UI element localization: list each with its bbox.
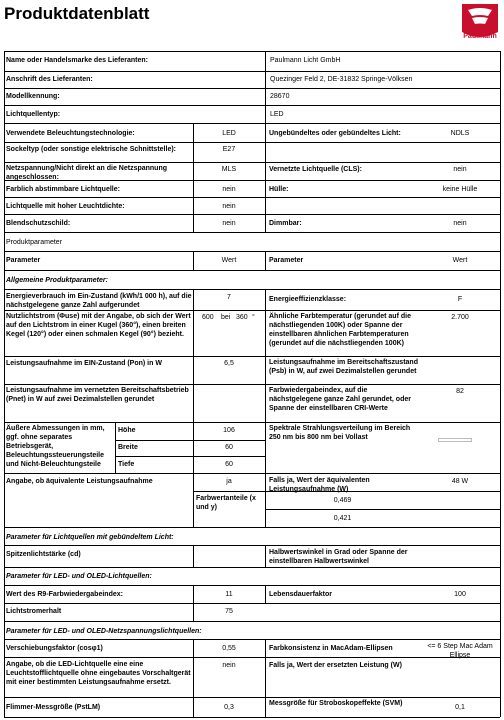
high-luminance-value: nein	[222, 203, 236, 210]
brand-name: Paulmann	[463, 33, 497, 40]
rule	[265, 51, 266, 123]
spectrum-label: Spektrale Strahlungsverteilung im Bereich 250 nm bis 800 nm bei Vollast	[269, 425, 411, 441]
chromaticity-label: Farbwertanteile (x und y)	[196, 495, 256, 511]
supplier-address-label: Anschrift des Lieferanten:	[6, 76, 93, 83]
rule	[265, 251, 266, 270]
rule	[4, 88, 500, 89]
useful-flux-value: 600	[202, 314, 214, 321]
cls-label: Vernetzte Lichtquelle (CLS):	[269, 166, 362, 173]
rule	[265, 585, 266, 603]
rule	[4, 71, 500, 72]
rule	[265, 289, 266, 527]
cls-value: nein	[453, 166, 467, 173]
dimmable-label: Dimmbar:	[269, 220, 302, 227]
high-luminance-label: Lichtquelle mit hoher Leuchtdichte:	[6, 203, 125, 210]
chromaticity-y-value: 0,421	[333, 515, 352, 522]
column-parameter-2: Parameter	[269, 257, 304, 264]
rule	[4, 232, 500, 233]
lumen-maintenance-label: Lichtstromerhalt	[6, 608, 62, 615]
technology-value: LED	[222, 130, 236, 137]
tunable-value: nein	[222, 186, 236, 193]
hull-label: Hülle:	[269, 186, 289, 193]
replaced-watt-label: Falls ja, Wert der ersetzten Leistung (W)	[269, 662, 402, 669]
rule	[4, 585, 500, 586]
spectrum-image	[438, 438, 472, 442]
flicker-value: 0,3	[224, 704, 234, 711]
dimmable-value: nein	[453, 220, 467, 227]
rule	[4, 384, 500, 385]
rule	[4, 603, 500, 604]
stroboscopic-label: Messgröße für Stroboskopeffekte (SVM)	[269, 700, 403, 707]
socket-label: Sockeltyp (oder sonstige elektrische Schnittstelle):	[6, 146, 176, 153]
cri-value: 82	[456, 388, 464, 395]
column-parameter: Parameter	[6, 257, 41, 264]
rule	[265, 123, 266, 232]
stroboscopic-value: 0,1	[455, 704, 465, 711]
survival-factor-value: 100	[454, 591, 466, 598]
rule	[4, 621, 500, 622]
color-temperature-label: Ähnliche Farbtemperatur (gerundet auf die nächstliegenden 100K) oder Spanne der einstellbaren ähnlichen Farbtemperaturen (gerundet auf die nächstliegenden 100K)	[269, 313, 411, 347]
rule	[4, 356, 500, 357]
section-led: Parameter für LED- und OLED-Lichtquellen:	[6, 573, 152, 580]
rule	[4, 473, 500, 474]
column-value: Wert	[221, 257, 237, 264]
supplier-address-value: Quezinger Feld 2, DE-31832 Springe-Völksen	[270, 76, 413, 83]
networked-standby-label: Leistungsaufnahme im vernetzten Bereitschaftsbetrieb (Pnet) in W auf zwei Dezimalstellen gerundet	[6, 387, 189, 403]
rule	[4, 527, 500, 528]
color-temperature-value: 2.700	[451, 314, 469, 321]
socket-value: E27	[222, 146, 236, 153]
rule	[4, 123, 500, 124]
macadam-value: <= 6 Step Mac Adam Ellipse	[427, 643, 493, 659]
bundled-light-label: Ungebündeltes oder gebündeltes Licht:	[269, 130, 401, 137]
width-value: 60	[225, 444, 233, 451]
hull-value: keine Hülle	[442, 186, 478, 193]
model-label: Modellkennung:	[6, 93, 60, 100]
rule	[4, 639, 500, 640]
power-factor-label: Verschiebungsfaktor (cosφ1)	[6, 645, 103, 652]
survival-factor-label: Lebensdauerfaktor	[269, 591, 333, 598]
anti-glare-value: nein	[222, 220, 236, 227]
replacement-value: nein	[222, 662, 236, 669]
rule	[4, 214, 500, 215]
equivalent-power-value: ja	[226, 478, 232, 485]
mains-value: MLS	[221, 166, 237, 173]
rule	[4, 717, 500, 718]
dimensions-label: Äußere Abmessungen in mm, ggf. ohne separates Betriebsgerät, Beleuchtungssteuerungsteile und Nicht-Beleuchtungsteile	[6, 425, 105, 468]
depth-label: Tiefe	[118, 461, 135, 468]
height-label: Höhe	[118, 427, 136, 434]
rule	[265, 639, 266, 717]
supplier-name-label: Name oder Handelsmarke des Lieferanten:	[6, 57, 148, 64]
rule	[4, 289, 500, 290]
cri-label: Farbwiedergabeindex, auf die nächstgelegene ganze Zahl gerundet, oder Spanne der einstellbaren CRI-Werte	[269, 387, 411, 412]
mains-label: Netzspannung/Nicht direkt an die Netzspannung angeschlossen:	[6, 165, 168, 181]
standby-power-label: Leistungsaufnahme im Bereitschaftszustand (Psb) in W, auf zwei Dezimalstellen gerundet	[269, 359, 418, 375]
rule	[265, 509, 500, 510]
rule	[193, 545, 194, 567]
supplier-name-value: Paulmann Licht GmbH	[270, 57, 341, 64]
useful-flux-label: Nutzlichtstrom (Φuse) mit der Angabe, ob sich der Wert auf den Lichtstrom in einer Kugel (360°), einen breiten Kegel (120°) oder einen schmalen Kegel (90°) bezieht.	[6, 313, 191, 338]
rule	[4, 105, 500, 106]
beam-angle-label: Halbwertswinkel in Grad oder Spanne der einstellbaren Halbwertswinkel	[269, 549, 408, 565]
rule	[4, 51, 5, 717]
flicker-label: Flimmer-Messgröße (PstLM)	[6, 704, 101, 711]
rule	[4, 310, 500, 311]
rule	[4, 270, 500, 271]
section-product-parameters: Produktparameter	[6, 239, 63, 246]
rule	[4, 567, 500, 568]
energy-class-value: F	[457, 296, 463, 303]
column-value-2: Wert	[452, 257, 468, 264]
on-mode-power-value: 6,5	[224, 360, 234, 367]
section-mains-led: Parameter für LED- und OLED-Netzspannungslichtquellen:	[6, 628, 202, 635]
power-factor-value: 0,55	[222, 645, 236, 652]
section-general-parameters: Allgemeine Produktparameter:	[6, 277, 108, 284]
energy-label: Energieverbrauch im Ein-Zustand (kWh/1 000 h), auf die nächstgelegene ganze Zahl aufgerundet	[6, 293, 192, 309]
bundled-light-value: NDLS	[450, 130, 470, 137]
depth-value: 60	[225, 461, 233, 468]
on-mode-power-label: Leistungsaufnahme im EIN-Zustand (Pon) in W	[6, 360, 162, 367]
macadam-label: Farbkonsistenz in MacAdam-Ellipsen	[269, 645, 393, 652]
width-label: Breite	[118, 444, 138, 451]
rule	[4, 422, 500, 423]
rule	[4, 545, 500, 546]
rule	[115, 456, 265, 457]
lumen-maintenance-value: 75	[225, 608, 233, 615]
rule	[4, 162, 500, 163]
rule	[115, 422, 116, 473]
equivalent-watt-label: Falls ja, Wert der äquivalenten Leistungsaufnahme (W)	[269, 477, 370, 493]
r9-label: Wert des R9-Farbwiedergabeindex:	[6, 591, 123, 598]
page-title: Produktdatenblatt	[4, 4, 150, 23]
energy-class-label: Energieeffizienzklasse:	[269, 296, 347, 303]
height-value: 106	[223, 427, 235, 434]
rule	[115, 440, 265, 441]
technology-label: Verwendete Beleuchtungstechnologie:	[6, 130, 135, 137]
rule	[4, 51, 500, 52]
useful-flux-in: bei	[221, 314, 231, 321]
replacement-label: Angabe, ob die LED-Lichtquelle eine eine Leuchtstofflichtquelle ohne eingebautes Vorschaltgerät mit einer bestimmten Leistungsaufnahme ersetzt.	[6, 661, 191, 686]
useful-flux-angle: 360	[236, 314, 248, 321]
rule	[4, 142, 500, 143]
anti-glare-label: Blendschutzschild:	[6, 220, 71, 227]
section-directional: Parameter für Lichtquellen mit gebündeltem Licht:	[6, 534, 174, 541]
equivalent-watt-value: 48 W	[451, 478, 469, 485]
r9-value: 11	[225, 591, 233, 598]
energy-value: 7	[227, 294, 231, 301]
rule	[193, 123, 194, 232]
peak-intensity-label: Spitzenlichtstärke (cd)	[6, 551, 81, 558]
rule	[4, 251, 500, 252]
chromaticity-x-value: 0,469	[333, 497, 352, 504]
tunable-label: Farblich abstimmbare Lichtquelle:	[6, 186, 120, 193]
useful-flux-unit: °	[252, 314, 255, 321]
rule	[4, 697, 500, 698]
rule	[265, 545, 266, 567]
equivalent-power-label: Angabe, ob äquivalente Leistungsaufnahme	[6, 478, 153, 485]
rule	[500, 51, 501, 717]
light-source-type-value: LED	[270, 111, 284, 118]
rule	[4, 197, 500, 198]
model-value: 28670	[270, 93, 290, 100]
light-source-type-label: Lichtquellentyp:	[6, 111, 61, 118]
